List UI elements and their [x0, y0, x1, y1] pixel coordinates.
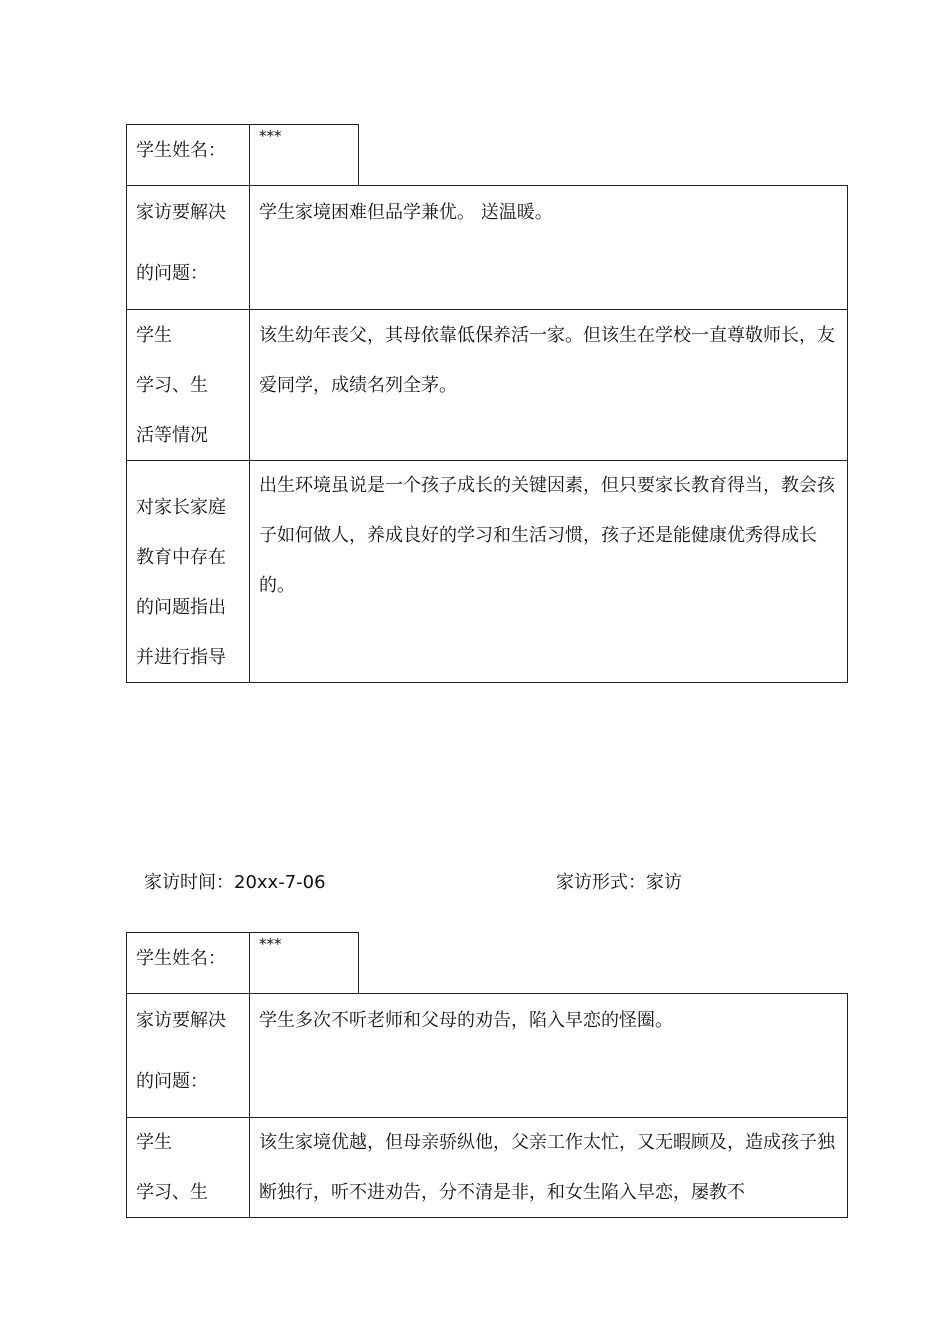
situation-value: 该生幼年丧父，其母依靠低保养活一家。但该生在学校一直尊敬师长，友爱同学，成绩名列全茅。: [259, 325, 835, 396]
table-border: [249, 124, 250, 683]
table-border: [126, 932, 359, 933]
visit-form: 家访形式：家访: [556, 872, 682, 893]
name-value: ***: [259, 935, 282, 953]
problem-value: 学生家境困难但品学兼优。 送温暖。: [259, 202, 553, 223]
name-label: 学生姓名：: [136, 948, 226, 969]
problem-value: 学生多次不听老师和父母的劝告，陷入早恋的怪圈。: [259, 1010, 673, 1031]
table-border: [126, 124, 127, 683]
guidance-label-line: 对家长家庭: [136, 497, 226, 518]
situation-label-line: 活等情况: [136, 425, 208, 446]
guidance-value: 出生环境虽说是一个孩子成长的关键因素，但只要家长教育得当，教会孩子如何做人，养成良好的学习和生活习惯，孩子还是能健康优秀得成长的。: [259, 475, 835, 596]
guidance-label-line: 教育中存在: [136, 547, 226, 568]
guidance-label-line: 的问题指出: [136, 597, 226, 618]
table-border: [847, 185, 848, 683]
situation-label-line: 学习、生: [136, 1182, 208, 1203]
situation-label-line: 学生: [136, 325, 172, 346]
visit-time: 家访时间：20xx-7-06: [144, 872, 326, 893]
problem-label-line: 的问题：: [136, 1071, 208, 1092]
table-border: [358, 932, 359, 994]
table-border: [126, 682, 848, 683]
table-border: [126, 309, 848, 310]
table-border: [126, 993, 848, 994]
table-border: [126, 185, 848, 186]
table-border: [249, 932, 250, 1218]
problem-label-line: 家访要解决: [136, 1010, 226, 1031]
name-value: ***: [259, 127, 282, 145]
table-border: [847, 993, 848, 1218]
situation-value: 该生家境优越，但母亲骄纵他，父亲工作太忙，又无暇顾及，造成孩子独断独行，听不进劝告，分不清是非，和女生陷入早恋，屡教不: [259, 1132, 835, 1203]
name-label: 学生姓名：: [136, 140, 226, 161]
situation-label-line: 学习、生: [136, 375, 208, 396]
problem-label-line: 的问题：: [136, 263, 208, 284]
situation-label-line: 学生: [136, 1132, 172, 1153]
table-border: [126, 124, 359, 125]
problem-label-line: 家访要解决: [136, 202, 226, 223]
guidance-label-line: 并进行指导: [136, 647, 226, 668]
table-border: [126, 932, 127, 1218]
table-border: [358, 124, 359, 186]
